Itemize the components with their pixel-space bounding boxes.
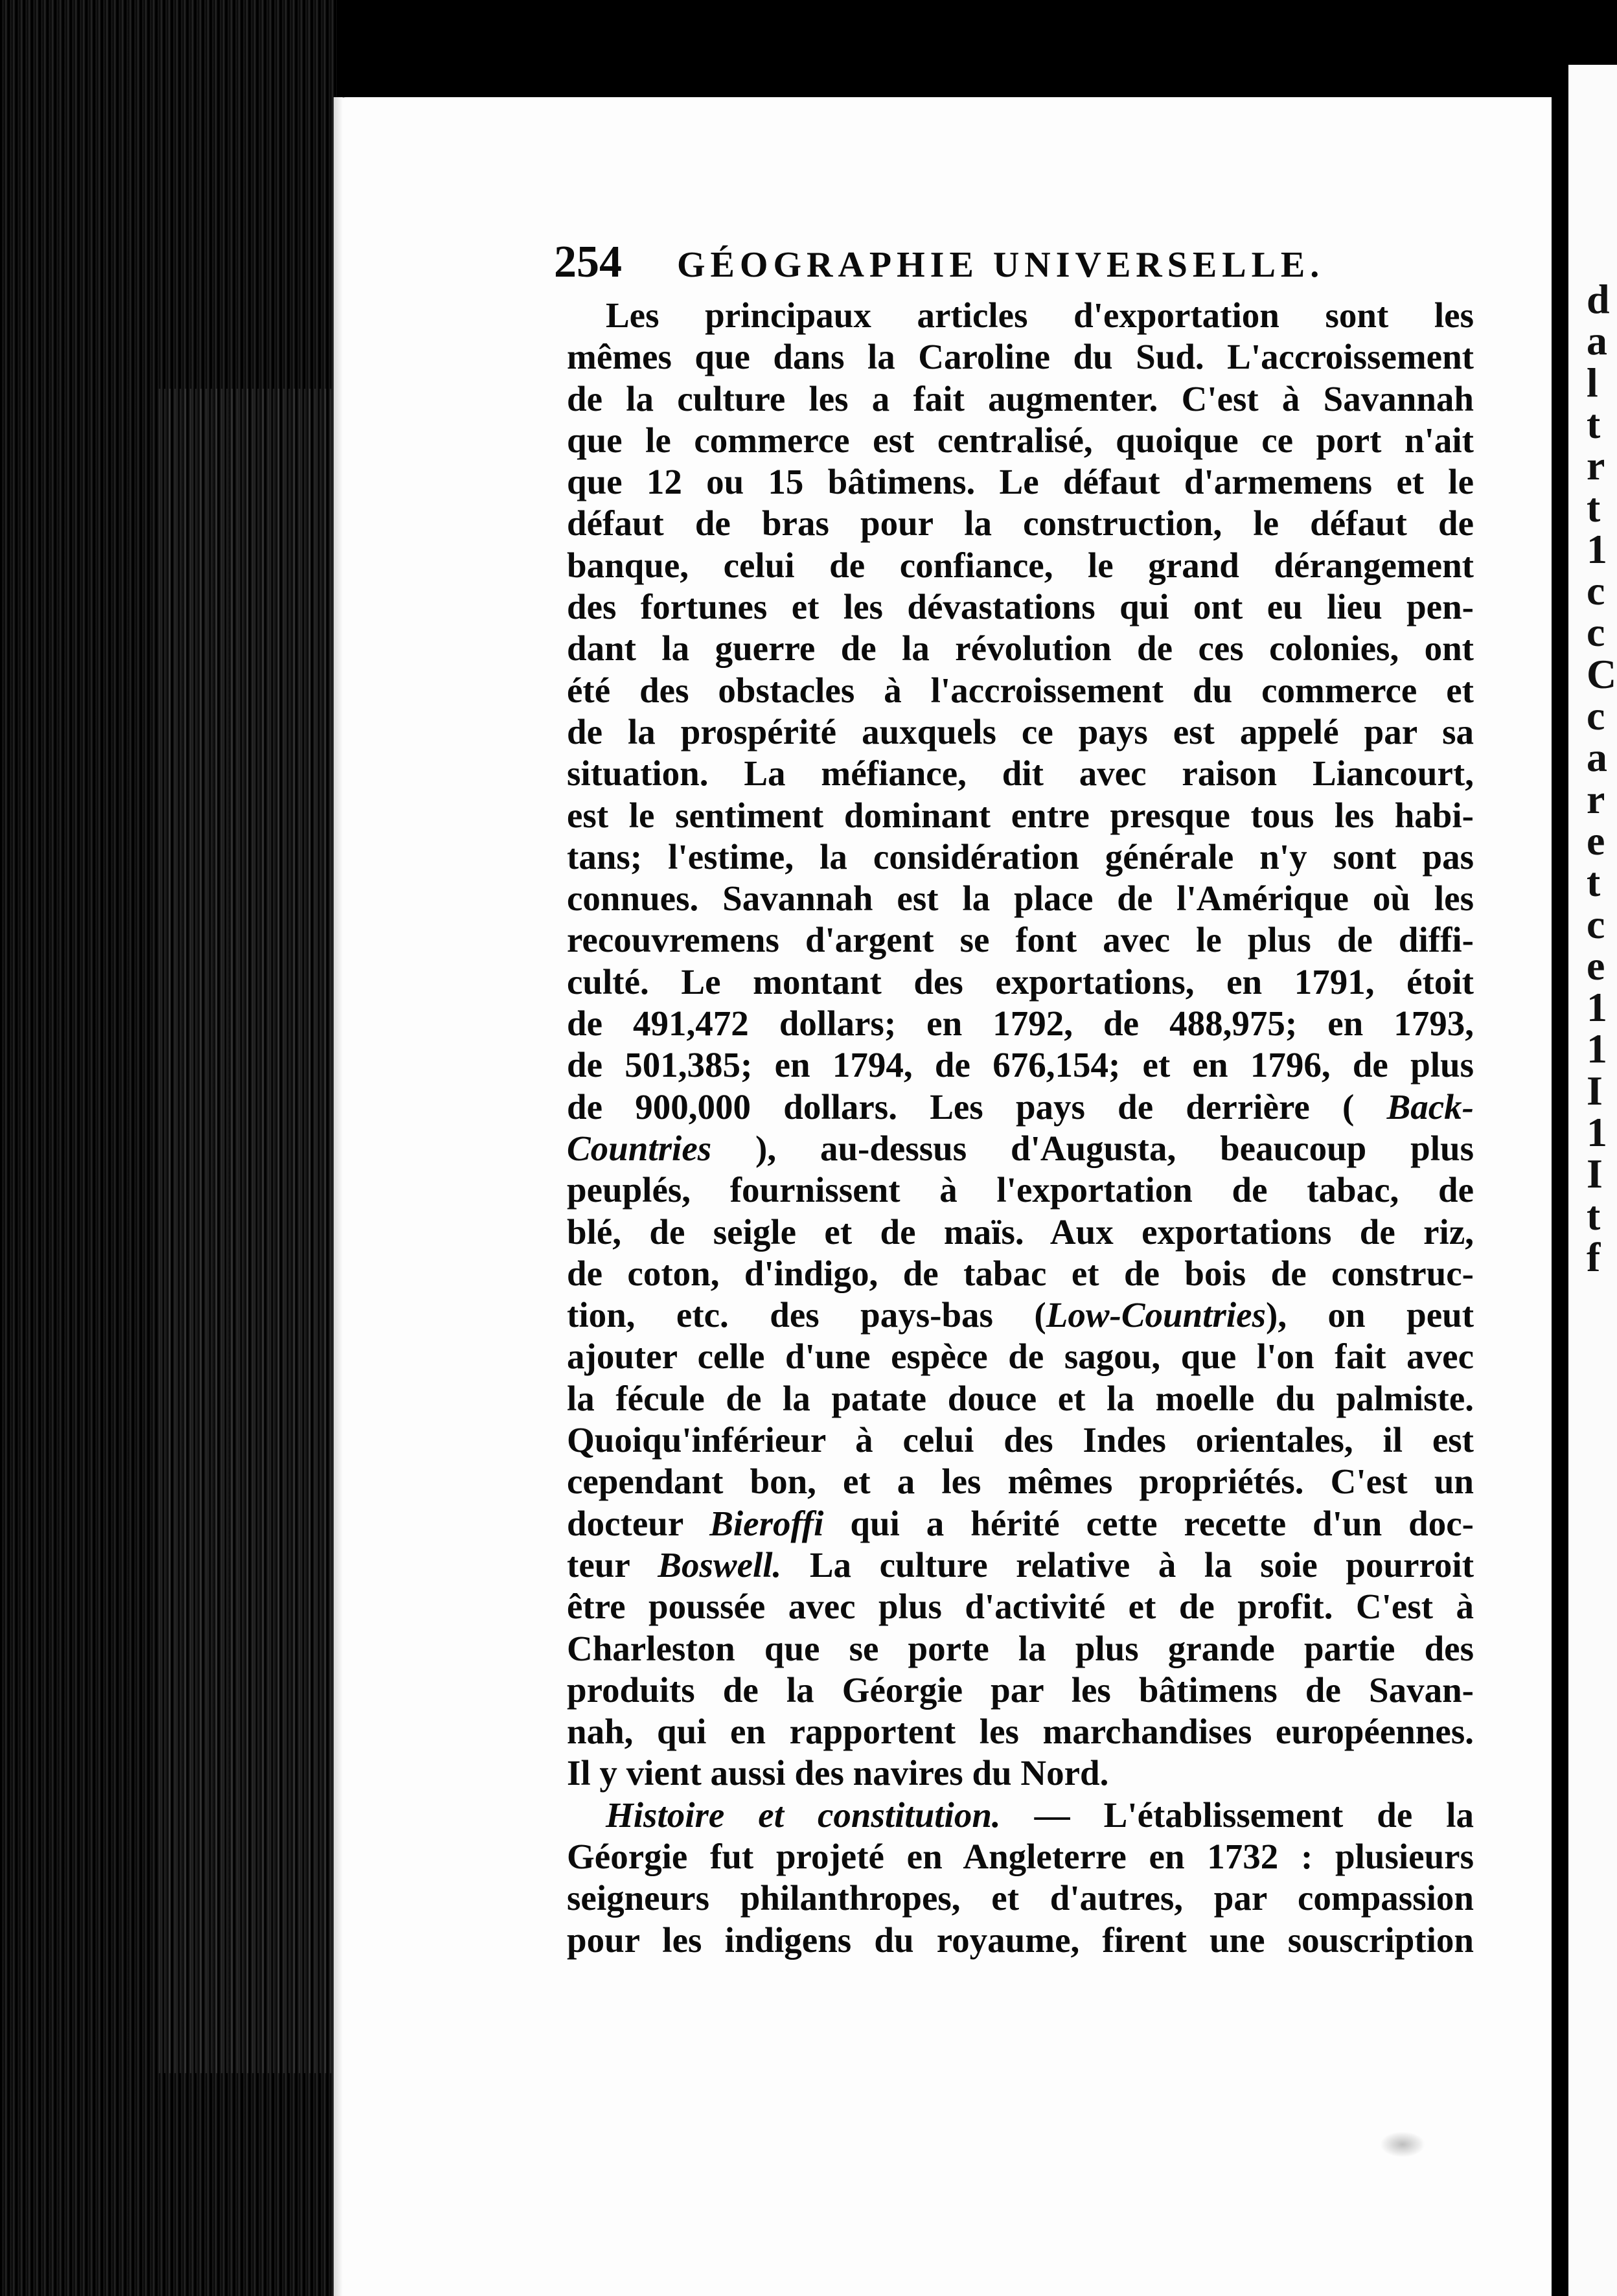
text-line: Les principaux articles d'exportation sont les bbox=[606, 295, 1474, 335]
italic-term: Back- bbox=[1386, 1086, 1474, 1127]
text-line: tans; l'estime, la considération générale n'y sont pas bbox=[567, 836, 1474, 877]
facing-page-glyph: c bbox=[1587, 693, 1605, 739]
text-line: produits de la Géorgie par les bâtimens de Savan- bbox=[567, 1670, 1474, 1710]
text-line: recouvremens d'argent se font avec le plus de diffi- bbox=[567, 920, 1474, 960]
text-line-mixed bbox=[567, 1544, 1474, 1586]
text-line: pour les indigens du royaume, firent une souscription bbox=[567, 1920, 1474, 1960]
text-line: Il y vient aussi des navires du Nord. bbox=[567, 1753, 1109, 1793]
text-segment: La culture relative à la soie pourroit bbox=[781, 1544, 1474, 1585]
text-line: que le commerce est centralisé, quoique ce port n'ait bbox=[567, 420, 1474, 460]
facing-page-glyph: a bbox=[1587, 734, 1607, 781]
text-line: de la culture les a fait augmenter. C'est à Savannah bbox=[567, 378, 1474, 419]
text-line: défaut de bras pour la construction, le défaut de bbox=[567, 503, 1474, 544]
text-segment: tion, etc. des pays-bas ( bbox=[567, 1295, 1046, 1335]
facing-page-glyph: I bbox=[1587, 1067, 1603, 1114]
facing-page-glyph: c bbox=[1587, 609, 1605, 656]
text-line-mixed bbox=[567, 1128, 1474, 1169]
facing-page-glyph: 1 bbox=[1587, 1026, 1607, 1072]
facing-page-glyph: r bbox=[1587, 442, 1605, 489]
text-line: dant la guerre de la révolution de ces colonies, ont bbox=[567, 628, 1474, 669]
facing-page-glyph: I bbox=[1587, 1151, 1603, 1197]
text-line: blé, de seigle et de maïs. Aux exportations de riz, bbox=[567, 1211, 1474, 1252]
italic-term: Low-Countries bbox=[1046, 1295, 1266, 1335]
text-segment: ), au-dessus d'Augusta, beaucoup plus bbox=[711, 1128, 1474, 1168]
facing-page-glyph: e bbox=[1587, 817, 1605, 864]
facing-page-glyph: l bbox=[1587, 359, 1598, 406]
text-line: la fécule de la patate douce et la moelle du palmiste. bbox=[567, 1378, 1474, 1418]
facing-page-glyph: c bbox=[1587, 568, 1605, 614]
text-line: seigneurs philanthropes, et d'autres, par compassion bbox=[567, 1878, 1474, 1918]
facing-page-glyph: d bbox=[1587, 276, 1610, 322]
section-heading: Histoire et constitution. bbox=[606, 1795, 1001, 1835]
facing-page-glyph: r bbox=[1587, 775, 1605, 822]
facing-page-glyph: e bbox=[1587, 942, 1605, 989]
facing-page-sliver bbox=[1568, 65, 1617, 2296]
text-line: situation. La méfiance, dit avec raison Liancourt, bbox=[567, 753, 1474, 794]
text-line: Géorgie fut projeté en Angleterre en 1732 : plusieurs bbox=[567, 1836, 1474, 1876]
text-segment: docteur bbox=[567, 1503, 710, 1543]
text-segment: de 900,000 dollars. Les pays de derrière ( bbox=[567, 1086, 1355, 1127]
page-body-text bbox=[567, 295, 1474, 1961]
text-line: de 501,385; en 1794, de 676,154; et en 1796, de plus bbox=[567, 1045, 1474, 1085]
page-stack-texture bbox=[155, 389, 337, 2073]
facing-page-glyph: t bbox=[1587, 400, 1601, 447]
text-line: nah, qui en rapportent les marchandises européennes. bbox=[567, 1712, 1474, 1752]
text-segment: qui a hérité cette recette d'un doc- bbox=[823, 1503, 1474, 1543]
facing-page-glyph: 1 bbox=[1587, 525, 1607, 572]
text-line: ajouter celle d'une espèce de sagou, que l'on fait avec bbox=[567, 1337, 1474, 1377]
text-line: de coton, d'indigo, de tabac et de bois de construc- bbox=[567, 1253, 1474, 1293]
paper-smudge bbox=[1380, 2131, 1425, 2157]
facing-page-glyph: 1 bbox=[1587, 984, 1607, 1031]
text-line: été des obstacles à l'accroissement du commerce et bbox=[567, 670, 1474, 710]
section-heading-line bbox=[567, 1795, 1474, 1836]
italic-term: Bieroffi bbox=[709, 1503, 824, 1543]
text-line: cependant bon, et a les mêmes propriétés. C'est un bbox=[567, 1462, 1474, 1502]
text-line: mêmes que dans la Caroline du Sud. L'accroissement bbox=[567, 337, 1474, 377]
text-line-mixed bbox=[567, 1086, 1474, 1128]
italic-term: Boswell. bbox=[658, 1544, 782, 1585]
book-gutter bbox=[1552, 58, 1568, 2296]
facing-page-glyph: t bbox=[1587, 859, 1601, 906]
text-line: banque, celui de confiance, le grand dérangement bbox=[567, 545, 1474, 585]
text-segment: teur bbox=[567, 1544, 658, 1585]
text-line: connues. Savannah est la place de l'Amérique où les bbox=[567, 878, 1474, 919]
text-line: que 12 ou 15 bâtimens. Le défaut d'armemens et le bbox=[567, 462, 1474, 502]
text-line: peuplés, fournissent à l'exportation de tabac, de bbox=[567, 1170, 1474, 1210]
facing-page-glyph: t bbox=[1587, 484, 1601, 531]
text-line: de 491,472 dollars; en 1792, de 488,975; en 1793, bbox=[567, 1004, 1474, 1044]
italic-term: Countries bbox=[567, 1128, 712, 1168]
text-segment: — L'établissement de la bbox=[1000, 1795, 1474, 1835]
text-line: est le sentiment dominant entre presque tous les habi- bbox=[567, 795, 1474, 835]
text-line-mixed bbox=[567, 1294, 1474, 1336]
facing-page-glyph: t bbox=[1587, 1192, 1601, 1239]
text-line: être poussée avec plus d'activité et de profit. C'est à bbox=[567, 1587, 1474, 1627]
page-header bbox=[554, 236, 1364, 291]
text-line: Quoiqu'inférieur à celui des Indes orientales, il est bbox=[567, 1420, 1474, 1460]
facing-page-glyph: a bbox=[1587, 317, 1607, 364]
running-head: GÉOGRAPHIE UNIVERSELLE. bbox=[677, 245, 1325, 285]
facing-page-glyph: c bbox=[1587, 901, 1605, 947]
facing-page-glyph: 1 bbox=[1587, 1109, 1607, 1155]
page-number: 254 bbox=[554, 237, 622, 287]
text-segment: ), on peut bbox=[1266, 1295, 1474, 1335]
text-line-mixed bbox=[567, 1503, 1474, 1544]
facing-page-glyph: C bbox=[1587, 650, 1617, 697]
facing-page-glyph: f bbox=[1587, 1234, 1601, 1280]
page-shadow-edge bbox=[334, 97, 343, 2296]
text-line: de la prospérité auxquels ce pays est appelé par sa bbox=[567, 711, 1474, 752]
text-line: Charleston que se porte la plus grande partie des bbox=[567, 1628, 1474, 1668]
text-line: des fortunes et les dévastations qui ont eu lieu pen- bbox=[567, 587, 1474, 627]
text-line: culté. Le montant des exportations, en 1791, étoit bbox=[567, 961, 1474, 1002]
